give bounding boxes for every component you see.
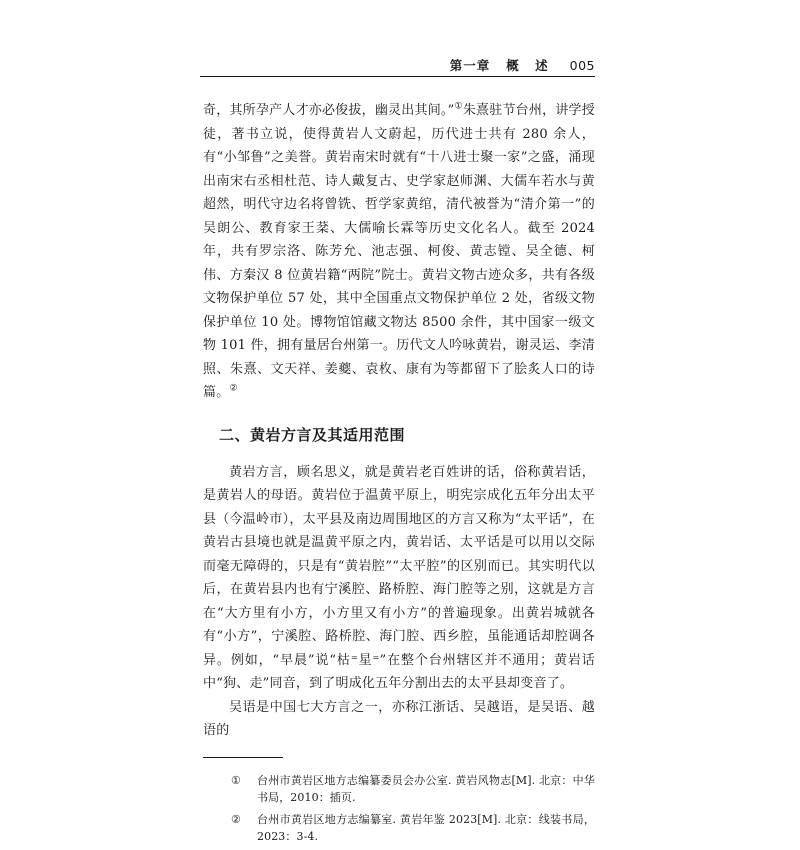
paragraph-1-text-cont: 朱熹驻节台州，讲学授徒，著书立说，使得黄岩人文蔚起，历代进士共有 280 余人，有“小邹鲁”之美誉。黄岩南宋时就有“十八进士聚一家”之盛，涌现出南宋右丞相杜范、诗人戴复古、史学家赵师渊、大儒车若水与黄超然，明代守边名将曾铣、哲学家黄绾，清代被誉为“清介第一”的吴朗公、教育家王棻、大儒喻长霖等历史文化名人。截至 2024 年，共有罗宗洛、陈芳允、池志强、柯俊、黄志镗、吴全德、柯伟、方秦汉 8 位黄岩籍“两院”院士。黄岩文物古迹众多，共有各级文物保护单位 57 处，其中全国重点文物保护单位 2 处，省级文物保护单位 10 处。博物馆馆藏文物达 8500 余件，其中国家一级文物 101 件，拥有量居台州第一。历代文人吟咏黄岩，谢灵运、李清照、朱熹、文天祥、姜夔、袁枚、康有为等都留下了脍炙人口的诗篇。	[203, 103, 595, 400]
paragraph-1-text: 奇，其所孕产人才亦必俊拔，幽灵出其间。”	[203, 103, 455, 118]
footnote-ref-1[interactable]: ①	[454, 101, 463, 112]
chapter-label: 第一章	[449, 58, 491, 73]
footnote-2-text: 台州市黄岩区地方志编纂室. 黄岩年鉴 2023[M]. 北京：线装书局，2023：3-4.	[257, 812, 595, 843]
section-heading: 二、黄岩方言及其适用范围	[219, 425, 406, 444]
footnote-1	[203, 772, 595, 806]
page-body	[203, 99, 595, 850]
paragraph-3: 吴语是中国七大方言之一，亦称江浙话、吴越语，是吴语、越语的	[203, 699, 595, 738]
running-head	[200, 56, 595, 74]
chapter-title: 概 述	[506, 58, 554, 73]
footnote-2	[203, 811, 595, 845]
footnote-rule	[203, 757, 283, 758]
page-number: 005	[569, 58, 595, 73]
header-rule	[200, 76, 595, 77]
footnote-2-mark: ②	[231, 812, 241, 826]
paragraph-1	[203, 99, 595, 405]
footnote-1-text: 台州市黄岩区地方志编纂委员会办公室. 黄岩风物志[M]. 北京：中华书局，2010：插页.	[257, 773, 595, 804]
footnote-1-mark: ①	[231, 773, 241, 787]
paragraph-2: 黄岩方言，顾名思义，就是黄岩老百姓讲的话，俗称黄岩话，是黄岩人的母语。黄岩位于温黄平原上，明宪宗成化五年分出太平县（今温岭市），太平县及南边周围地区的方言又称为“太平话”，在黄岩古县境也就是温黄平原之内，黄岩话、太平话是可以用以交际而毫无障碍的，只是有“黄岩腔”“太平腔”的区别而已。其实明代以后，在黄岩县内也有宁溪腔、路桥腔、海门腔等之别，这就是方言在“大方里有小方，小方里又有小方”的普遍现象。出黄岩城就各有“小方”，宁溪腔、路桥腔、海门腔、西乡腔，虽能通话却腔调各异。例如，“早晨”说“枯⁼星⁼”在整个台州辖区并不通用；黄岩话中“狗、走”同音，到了明成化五年分割出去的太平县却变音了。	[203, 464, 595, 691]
footnote-ref-2[interactable]: ②	[229, 383, 238, 394]
